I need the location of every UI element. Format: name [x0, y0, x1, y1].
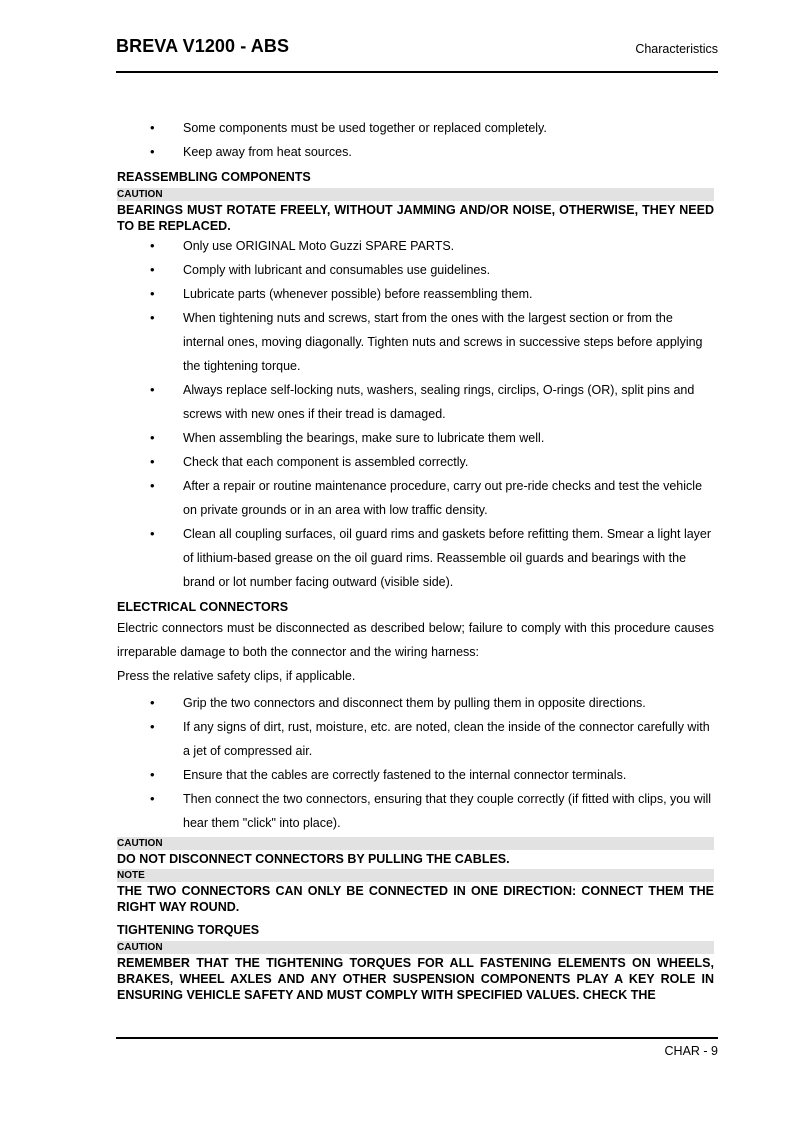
list-item: • Keep away from heat sources. [117, 140, 714, 164]
torques-heading: TIGHTENING TORQUES [117, 923, 260, 937]
caution-label: CAUTION [117, 837, 714, 850]
reassembling-heading: REASSEMBLING COMPONENTS [117, 170, 311, 184]
page-content [117, 116, 714, 1003]
electrical-paragraph: Press the relative safety clips, if applicable. [117, 669, 356, 683]
list-item: • Clean all coupling surfaces, oil guard rims and gaskets before refitting them. Smear a light layer of lithium-based grease on the oil guard rims. Reassemble oil guards and bearings with the brand or lot number facing outward (visible side). [117, 522, 714, 594]
document-title: BREVA V1200 - ABS [116, 36, 290, 56]
page-number: CHAR - 9 [664, 1044, 718, 1058]
list-item: • When tightening nuts and screws, start from the ones with the largest section or from the internal ones, moving diagonally. Tighten nuts and screws in successive steps before applying the tightening torque. [117, 306, 714, 378]
caution-label: CAUTION [117, 188, 714, 201]
caution-text: REMEMBER THAT THE TIGHTENING TORQUES FOR ALL FASTENING ELEMENTS ON WHEELS, BRAKES, WHEEL AXLES AND ANY OTHER SUSPENSION COMPONENTS PLAY A KEY ROLE IN ENSURING VEHICLE SAFETY AND MUST COMPLY WITH SPECIFIED VALUES. CHECK THE [117, 956, 714, 1002]
list-item: • Check that each component is assembled correctly. [117, 450, 714, 474]
reassembling-list [117, 234, 714, 594]
page-footer [116, 1037, 718, 1058]
caution-label: CAUTION [117, 941, 714, 954]
page-header [116, 36, 718, 73]
note-label: NOTE [117, 869, 714, 882]
intro-list [117, 116, 714, 164]
list-item: • Lubricate parts (whenever possible) before reassembling them. [117, 282, 714, 306]
list-item: • If any signs of dirt, rust, moisture, etc. are noted, clean the inside of the connector carefully with a jet of compressed air. [117, 715, 714, 763]
list-item: • Comply with lubricant and consumables use guidelines. [117, 258, 714, 282]
list-item: • Some components must be used together or replaced completely. [117, 116, 714, 140]
list-item: • Only use ORIGINAL Moto Guzzi SPARE PARTS. [117, 234, 714, 258]
list-item: • Then connect the two connectors, ensuring that they couple correctly (if fitted with clips, you will hear them "click" into place). [117, 787, 714, 835]
list-item: • Always replace self-locking nuts, washers, sealing rings, circlips, O-rings (OR), split pins and screws with new ones if their tread is damaged. [117, 378, 714, 426]
note-text: THE TWO CONNECTORS CAN ONLY BE CONNECTED IN ONE DIRECTION: CONNECT THEM THE RIGHT WAY ROUND. [117, 884, 714, 914]
list-item: • When assembling the bearings, make sure to lubricate them well. [117, 426, 714, 450]
electrical-heading: ELECTRICAL CONNECTORS [117, 600, 289, 614]
electrical-paragraph: Electric connectors must be disconnected as described below; failure to comply with this procedure causes irreparable damage to both the connector and the wiring harness: [117, 621, 714, 659]
electrical-list [117, 691, 714, 835]
caution-text: BEARINGS MUST ROTATE FREELY, WITHOUT JAMMING AND/OR NOISE, OTHERWISE, THEY NEED TO BE REPLACED. [117, 203, 714, 233]
caution-text: DO NOT DISCONNECT CONNECTORS BY PULLING THE CABLES. [117, 852, 510, 866]
list-item: • After a repair or routine maintenance procedure, carry out pre-ride checks and test the vehicle on private grounds or in an area with low traffic density. [117, 474, 714, 522]
list-item: • Grip the two connectors and disconnect them by pulling them in opposite directions. [117, 691, 714, 715]
section-name: Characteristics [635, 42, 718, 56]
list-item: • Ensure that the cables are correctly fastened to the internal connector terminals. [117, 763, 714, 787]
